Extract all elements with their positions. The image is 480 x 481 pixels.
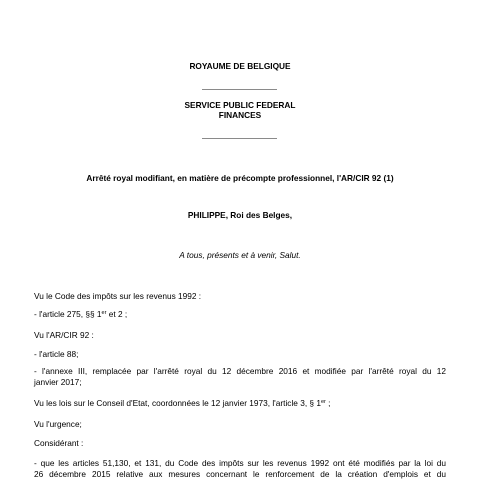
header-service-line1: SERVICE PUBLIC FEDERAL — [184, 100, 296, 110]
header-service-line2: FINANCES — [218, 110, 262, 120]
paragraph-ar-cir: Vu l'AR/CIR 92 : — [34, 330, 94, 340]
paragraph-urgence: Vu l'urgence; — [34, 419, 82, 429]
paragraph-conseil-etat: Vu les lois sur le Conseil d'Etat, coordonnées le 12 janvier 1973, l'article 3, § 1er ; — [34, 398, 331, 408]
paragraph-article-275: - l'article 275, §§ 1er et 2 ; — [34, 309, 128, 319]
salutation: A tous, présents et à venir, Salut. — [179, 250, 301, 260]
paragraph-articles-line2: 26 décembre 2015 relative aux mesures concernant le renforcement de la création d'emplois et du — [34, 469, 446, 479]
document-title: Arrêté royal modifiant, en matière de précompte professionnel, l'AR/CIR 92 (1) — [86, 173, 394, 183]
header-kingdom: ROYAUME DE BELGIQUE — [189, 61, 291, 71]
paragraph-considerant: Considérant : — [34, 438, 84, 448]
header-divider-2 — [202, 138, 277, 139]
king-line: PHILIPPE, Roi des Belges, — [187, 210, 293, 220]
paragraph-article-88: - l'article 88; — [34, 349, 79, 359]
paragraph-annexe-line2: janvier 2017; — [34, 377, 82, 387]
paragraph-articles-line1: - que les articles 51,130, et 131, du Code des impôts sur les revenus 1992 ont été modifiés par la loi du — [34, 458, 446, 468]
paragraph-annexe-line1: - l'annexe III, remplacée par l'arrêté royal du 12 décembre 2016 et modifiée par l'arrêté royal du 12 — [34, 366, 446, 376]
header-divider-1 — [202, 89, 277, 90]
paragraph-code: Vu le Code des impôts sur les revenus 1992 : — [34, 291, 202, 301]
